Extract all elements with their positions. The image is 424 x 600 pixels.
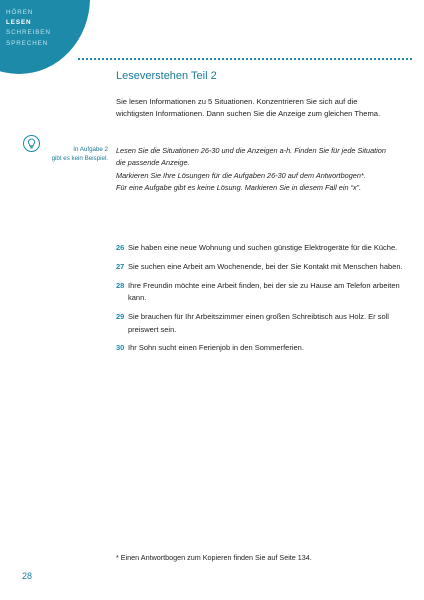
header-divider: [78, 58, 412, 60]
situation-text: Ihr Sohn sucht einen Ferienjob in den Sommerferien.: [128, 343, 304, 353]
situation-text: Ihre Freundin möchte eine Arbeit finden, bei der sie zu Hause am Telefon arbeiten kann.: [128, 280, 400, 303]
task-instructions: [116, 145, 396, 195]
hint-line: gibt es kein Beispiel.: [51, 154, 108, 162]
nav-item-lesen[interactable]: LESEN: [6, 19, 32, 27]
instruction-line: Markieren Sie Ihre Lösungen für die Aufgaben 26-30 auf dem Antwortbogen*.: [116, 170, 366, 180]
nav-item-hoeren[interactable]: HÖREN: [6, 9, 34, 16]
situation-number: 28: [116, 280, 125, 290]
situation-text: Sie suchen eine Arbeit am Wochenende, bei der Sie Kontakt mit Menschen haben.: [128, 261, 403, 271]
situation-text: Sie brauchen für Ihr Arbeitszimmer einen großen Schreibtisch aus Holz. Er soll preiswert sein.: [128, 312, 389, 334]
nav-item-sprechen[interactable]: SPRECHEN: [6, 39, 49, 47]
situation-item: [116, 261, 406, 273]
hint-line: In Aufgabe 2: [73, 146, 108, 153]
instruction-line: Für eine Aufgabe gibt es keine Lösung. Markieren Sie in diesem Fall ein “x”.: [116, 183, 362, 193]
situation-item: [116, 280, 406, 305]
section-title: Leseverstehen Teil 2: [116, 70, 217, 82]
page-number: 28: [22, 571, 33, 581]
situation-item: [116, 311, 406, 336]
situation-text: Sie haben eine neue Wohnung und suchen günstige Elektrogeräte für die Küche.: [128, 243, 398, 252]
nav-item-schreiben[interactable]: SCHREIBEN: [6, 29, 51, 37]
footnote: * Einen Antwortbogen zum Kopieren finden Sie auf Seite 134.: [116, 553, 312, 562]
situation-number: 30: [116, 343, 125, 353]
situation-number: 29: [116, 312, 125, 322]
instruction-line: Lesen Sie die Situationen 26-30 und die Anzeigen a-h. Finden Sie für jede Situation die passende Anzeige.: [116, 146, 386, 168]
situation-number: 26: [116, 243, 125, 252]
situation-item: [116, 242, 406, 254]
hint-text: [14, 146, 108, 163]
skills-nav: [6, 8, 51, 49]
situation-list: [116, 242, 406, 361]
situation-item: [116, 342, 406, 354]
hint-box: [14, 134, 108, 164]
intro-text: Sie lesen Informationen zu 5 Situationen. Konzentrieren Sie sich auf die wichtigsten Informationen. Dann suchen Sie die Anzeige zum gleichen Thema.: [116, 97, 381, 119]
situation-number: 27: [116, 261, 125, 271]
